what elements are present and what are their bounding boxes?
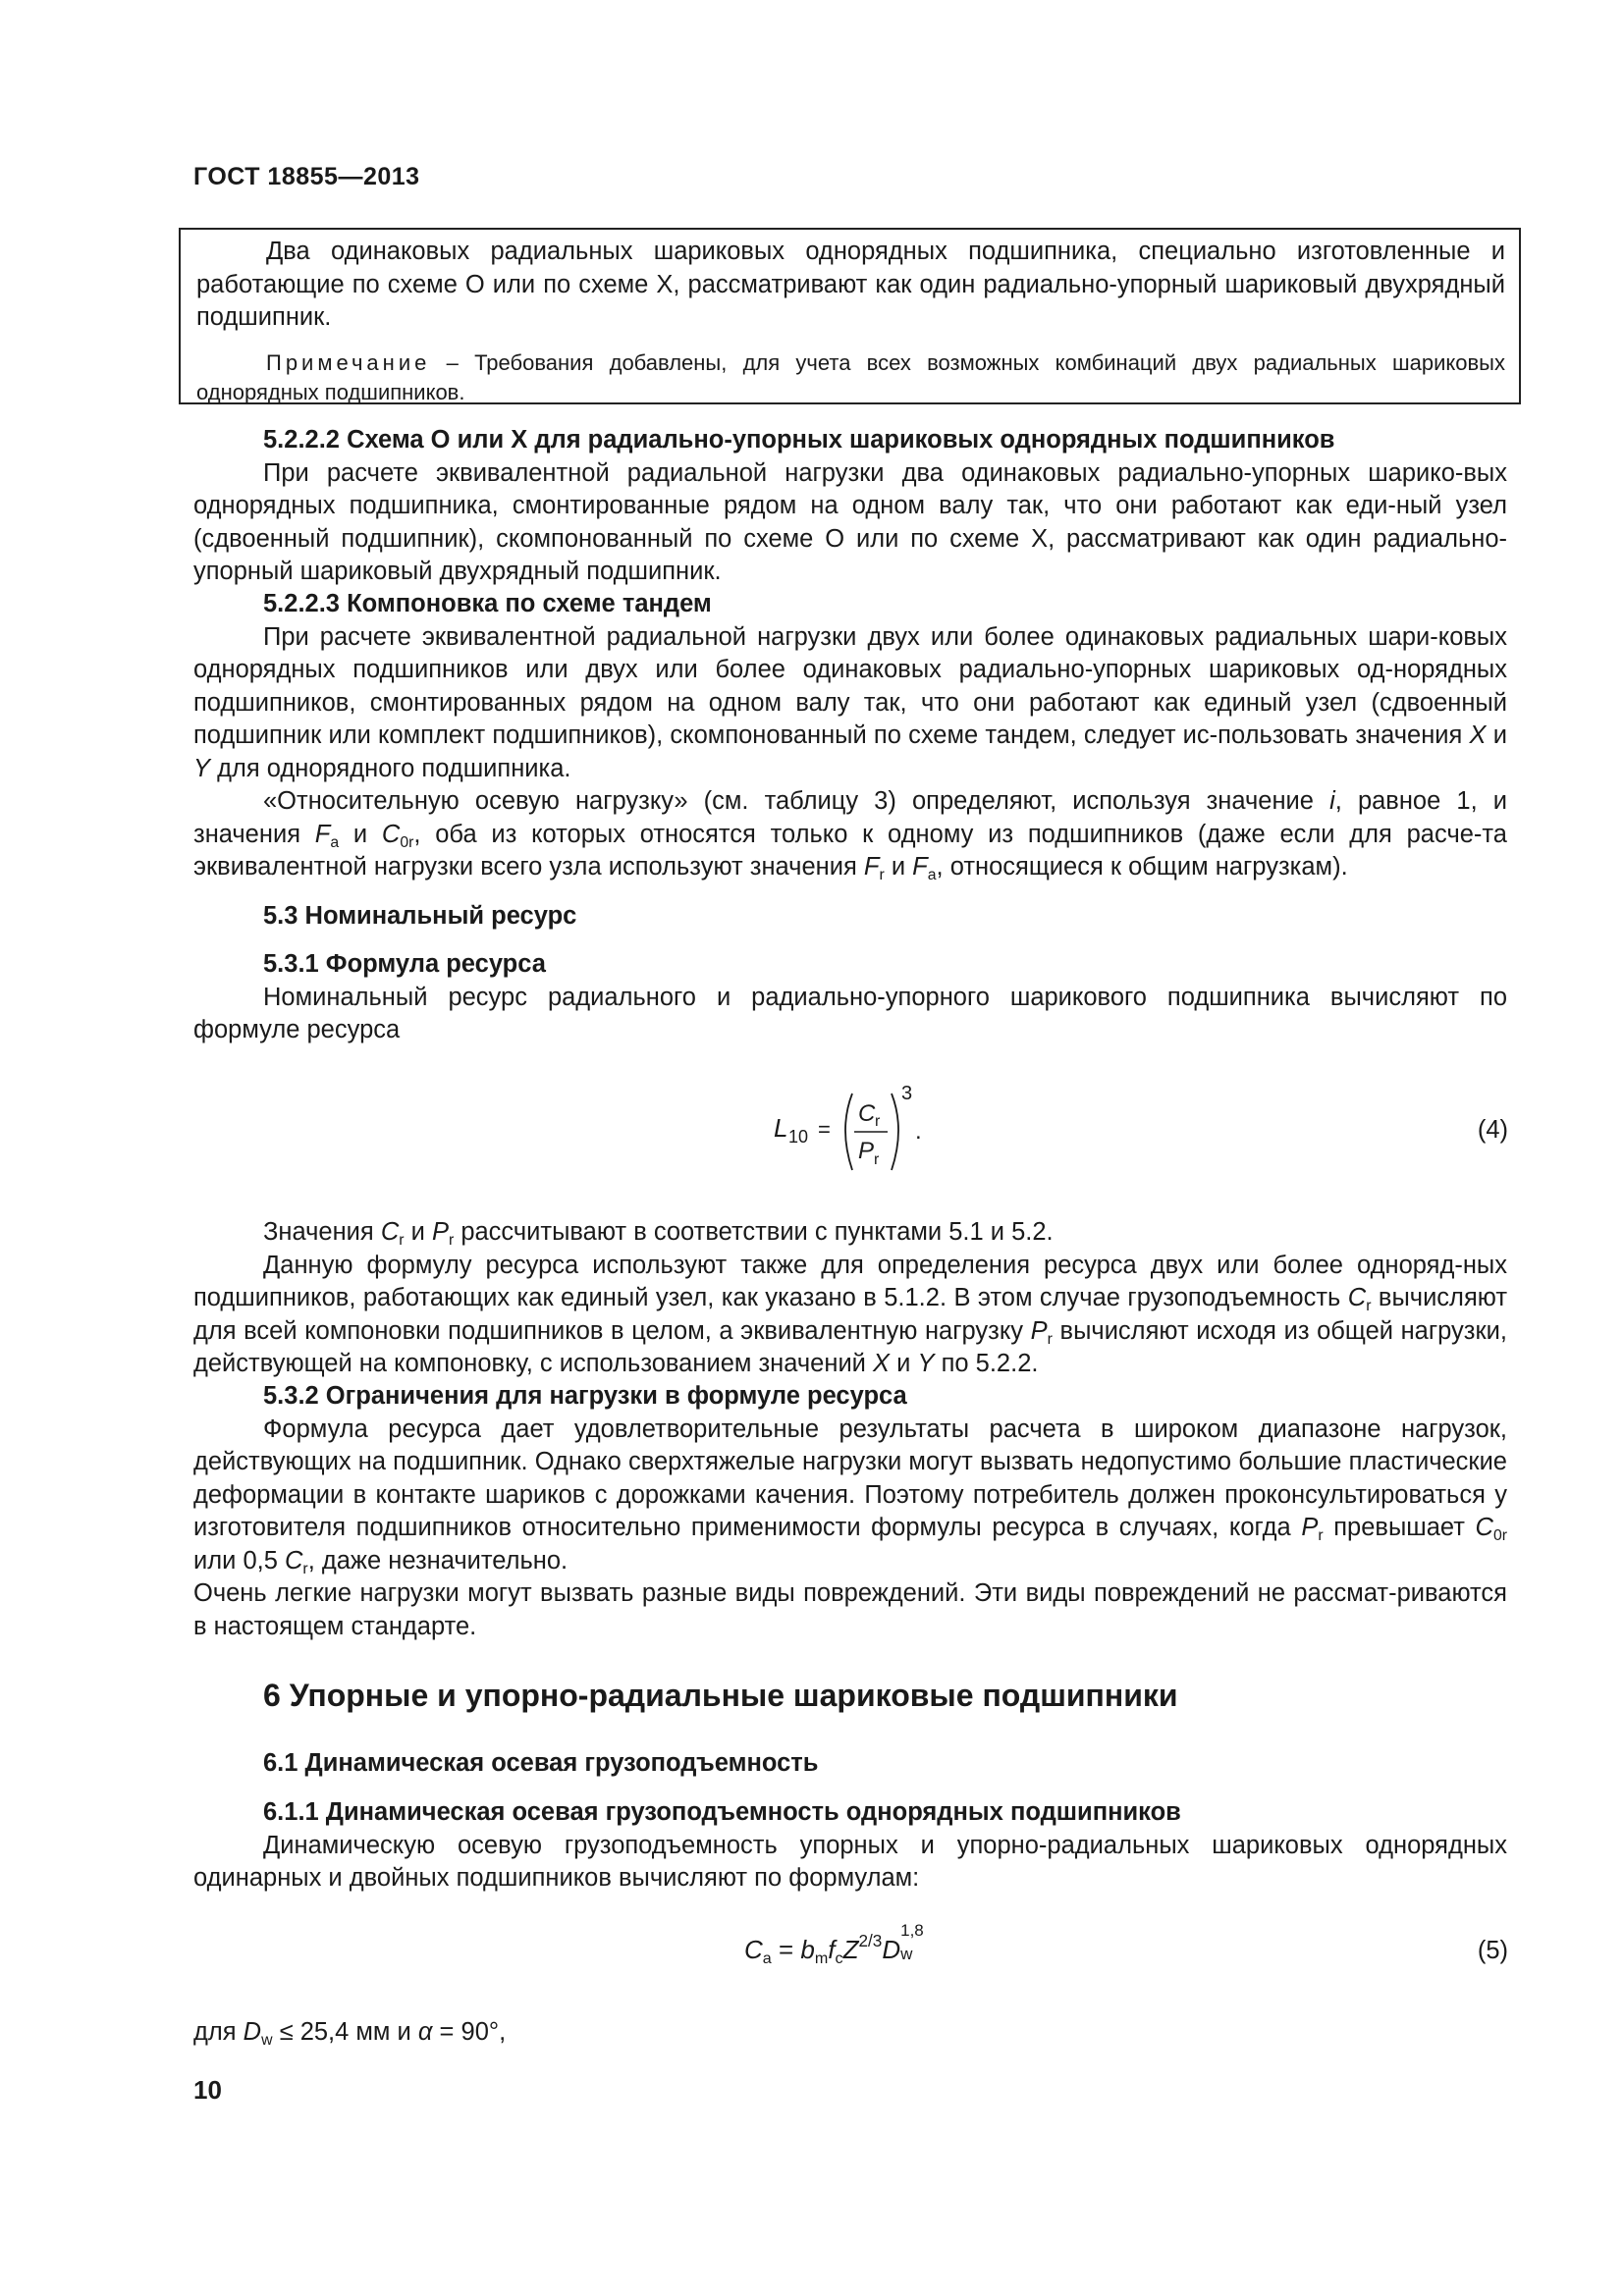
exp-2-3: 2/3 xyxy=(858,1931,883,1950)
var-y: Y xyxy=(193,754,211,782)
heading-5-2-2-2: 5.2.2.2 Схема О или X для радиально-упорных шариковых однорядных подшипников xyxy=(263,426,1335,454)
d-scripts xyxy=(900,1921,926,1965)
paragraph-5-2-2-3-b xyxy=(193,785,1507,884)
formula-4-l: L xyxy=(774,1113,788,1143)
paragraph-5-3-2-b: Очень легкие нагрузки могут вызвать разные виды повреждений. Эти виды повреждений не рассмат-риваются в настоящем стандарте. xyxy=(193,1579,1507,1640)
document-header: ГОСТ 18855—2013 xyxy=(193,163,420,190)
text-run: , оба из которых относятся только к одному из подшипников (даже если для расче-та эквивалентной нагрузки всего узла используют значения xyxy=(193,820,1507,881)
box-note xyxy=(196,348,1505,407)
formula-4-num-sub: r xyxy=(875,1113,881,1130)
var-y: Y xyxy=(917,1350,935,1377)
text-run: по 5.2.2. xyxy=(941,1350,1039,1377)
text-run: = 90°, xyxy=(439,2018,507,2046)
text-run: или 0,5 xyxy=(193,1546,278,1575)
sub-r: r xyxy=(1047,1330,1053,1348)
var-c: C xyxy=(380,1218,400,1246)
var-z: Z xyxy=(842,1935,859,1964)
text-run: Значения xyxy=(263,1218,374,1246)
var-c: C xyxy=(285,1546,303,1575)
section-5-3-2 xyxy=(193,1380,1507,1643)
text-run: и xyxy=(352,820,368,848)
formula-5 xyxy=(744,1921,926,1967)
sub-a: a xyxy=(330,833,340,851)
var-b: b xyxy=(800,1935,815,1964)
heading-5-3: 5.3 Номинальный ресурс xyxy=(263,902,577,930)
sub-r: r xyxy=(448,1232,455,1249)
text-run: превышает xyxy=(1333,1514,1465,1541)
amendment-box xyxy=(179,228,1521,404)
section-6 xyxy=(193,1676,1507,1715)
text-run: и xyxy=(1492,721,1507,749)
text-run: и xyxy=(410,1218,425,1246)
heading-6: 6 Упорные и упорно-радиальные шариковые подшипники xyxy=(263,1678,1178,1713)
var-f: F xyxy=(314,820,331,848)
text-run: При расчете эквивалентной радиальной нагрузки двух или более одинаковых радиальных шари-ковых однорядных подшипников или двух или более одинаковых радиально-упорных шариковых од-норядных подшипников, смонтированных рядом на одном валу так, что они работают как единый узел (сдвоенный подшипник или комплект подшипников), скомпонованный по схеме тандем, следует ис-пользовать значения xyxy=(193,622,1507,749)
formula-4-l-sub: 10 xyxy=(788,1127,809,1147)
var-c: C xyxy=(1475,1514,1493,1541)
exp-1-8: 1,8 xyxy=(900,1921,924,1940)
note-label: Примечание xyxy=(266,349,431,375)
sub-a: a xyxy=(927,867,937,883)
var-c: C xyxy=(381,820,401,848)
condition-line xyxy=(193,2018,1507,2047)
equation-number-4: (4) xyxy=(1477,1116,1508,1144)
paragraph-formula-usage xyxy=(193,1250,1507,1381)
var-p: P xyxy=(1030,1316,1048,1345)
var-f: f xyxy=(828,1935,836,1964)
formula-4 xyxy=(756,1080,952,1178)
formula-4-den-p: P xyxy=(858,1138,875,1164)
formula-4-dot: . xyxy=(915,1118,922,1145)
section-5-3 xyxy=(193,900,1507,934)
section-5-2-2-2 xyxy=(193,424,1507,589)
heading-5-3-1: 5.3.1 Формула ресурса xyxy=(263,950,546,978)
text-run: ≤ 25,4 мм и xyxy=(279,2018,411,2046)
text-run: «Относительную осевую нагрузку» (см. таблицу 3) определяют, используя значение xyxy=(263,787,1314,815)
sub-w: w xyxy=(900,1945,913,1963)
var-x: X xyxy=(873,1350,891,1377)
sub-0r: 0r xyxy=(400,833,414,851)
box-paragraph: Два одинаковых радиальных шариковых однорядных подшипника, специально изготовленные и работающие по схеме О или по схеме X, рассматривают как один радиально-упорный шариковый двухрядный подшипник. xyxy=(196,238,1505,331)
text-run: , равное 1, и значения xyxy=(193,787,1507,848)
formula-4-exp: 3 xyxy=(901,1083,913,1104)
text-run: вычисляют исходя из общей нагрузки, действующей на компоновку, с использованием значений xyxy=(193,1316,1507,1377)
section-6-1-1 xyxy=(193,1796,1507,1896)
text-run: и xyxy=(896,1350,911,1377)
heading-6-1-1: 6.1.1 Динамическая осевая грузоподъемность однорядных подшипников xyxy=(263,1798,1181,1826)
paragraph-5-2-2-2: При расчете эквивалентной радиальной нагрузки два одинаковых радиально-упорных шарико-вых однорядных подшипника, смонтированные рядом на одном валу так, что они работают как еди-ный узел (сдвоенный подшипник), скомпонованный по схеме О или по схеме X, рассматривают как один радиально-упорный шариковый двухрядный подшипник. xyxy=(193,458,1507,585)
text-run: , относящиеся к общим нагрузкам). xyxy=(936,853,1348,881)
sub-m: m xyxy=(814,1949,829,1967)
formula-4-num-c: C xyxy=(858,1100,876,1127)
sub-0r: 0r xyxy=(1492,1527,1507,1544)
sub-r: r xyxy=(399,1232,405,1249)
formula-4-den-sub: r xyxy=(874,1151,880,1168)
sub-r: r xyxy=(879,867,885,883)
var-f: F xyxy=(912,853,928,881)
var-i: i xyxy=(1329,787,1335,815)
text-run: Формула ресурса дает удовлетворительные результаты расчета в широком диапазоне нагрузок, действующих на подшипник. Однако сверхтяжелые нагрузки могут вызвать недопустимо большие пластические деформации в контакте шариков с дорожками качения. Поэтому потребитель должен проконсультироваться у изготовителя подшипников относительно применимости формулы ресурса в случаях, когда xyxy=(193,1415,1507,1541)
var-d: D xyxy=(243,2018,262,2046)
page-number: 10 xyxy=(193,2075,222,2105)
paragraph-5-3-1: Номинальный ресурс радиального и радиально-упорного шарикового подшипника вычисляют по формуле ресурса xyxy=(193,983,1507,1043)
text-run: рассчитывают в соответствии с пунктами 5.1 и 5.2. xyxy=(460,1218,1054,1246)
paragraph-5-3-2-a xyxy=(193,1414,1507,1578)
var-d: D xyxy=(882,1935,901,1964)
formula-4-eq: = xyxy=(818,1117,831,1142)
var-f: F xyxy=(863,853,880,881)
text-run: , даже незначительно. xyxy=(307,1546,568,1575)
equation-number-5: (5) xyxy=(1477,1937,1508,1964)
note-text: – Требования добавлены, для учета всех возможных комбинаций двух радиальных шариковых однорядных подшипников. xyxy=(196,349,1505,404)
paragraph-5-2-2-3-a xyxy=(193,621,1507,786)
var-p: P xyxy=(1301,1514,1319,1541)
var-x: X xyxy=(1469,721,1487,749)
heading-6-1: 6.1 Динамическая осевая грузоподъемность xyxy=(263,1749,819,1777)
var-c: C xyxy=(1347,1284,1367,1311)
var-p: P xyxy=(431,1218,449,1246)
paragraph-values xyxy=(193,1216,1507,1250)
section-6-1 xyxy=(193,1747,1507,1781)
heading-5-3-2: 5.3.2 Ограничения для нагрузки в формуле ресурса xyxy=(263,1382,907,1410)
sub-a: a xyxy=(762,1949,772,1967)
sub-r: r xyxy=(1318,1527,1324,1544)
sub-r: r xyxy=(1366,1298,1372,1314)
after-formula-4 xyxy=(193,1216,1507,1381)
section-5-2-2-3 xyxy=(193,588,1507,884)
text-run: вычисляют для всей компоновки подшипников в целом, а эквивалентную нагрузку xyxy=(193,1284,1507,1345)
text-run: Данную формулу ресурса используют также для определения ресурса двух или более одноряд-ных подшипников, работающих как единый узел, как указано в 5.1.2. В этом случае грузоподъемность xyxy=(193,1251,1507,1311)
sub-c: c xyxy=(835,1949,843,1967)
var-c: C xyxy=(744,1935,763,1964)
sub-r: r xyxy=(302,1560,308,1577)
right-paren xyxy=(892,1094,898,1170)
section-5-3-1 xyxy=(193,948,1507,1047)
text-run: и xyxy=(891,853,906,881)
text-run: для xyxy=(193,2018,237,2046)
heading-5-2-2-3: 5.2.2.3 Компоновка по схеме тандем xyxy=(263,590,712,617)
equals-sign: = xyxy=(778,1935,794,1964)
paragraph-6-1-1: Динамическую осевую грузоподъемность упорных и упорно-радиальных шариковых однорядных одинарных и двойных подшипников вычисляют по формулам: xyxy=(193,1831,1507,1892)
sub-w: w xyxy=(261,2032,273,2049)
var-alpha: α xyxy=(417,2018,433,2046)
left-paren xyxy=(845,1094,852,1170)
text-run: для однорядного подшипника. xyxy=(217,754,571,782)
